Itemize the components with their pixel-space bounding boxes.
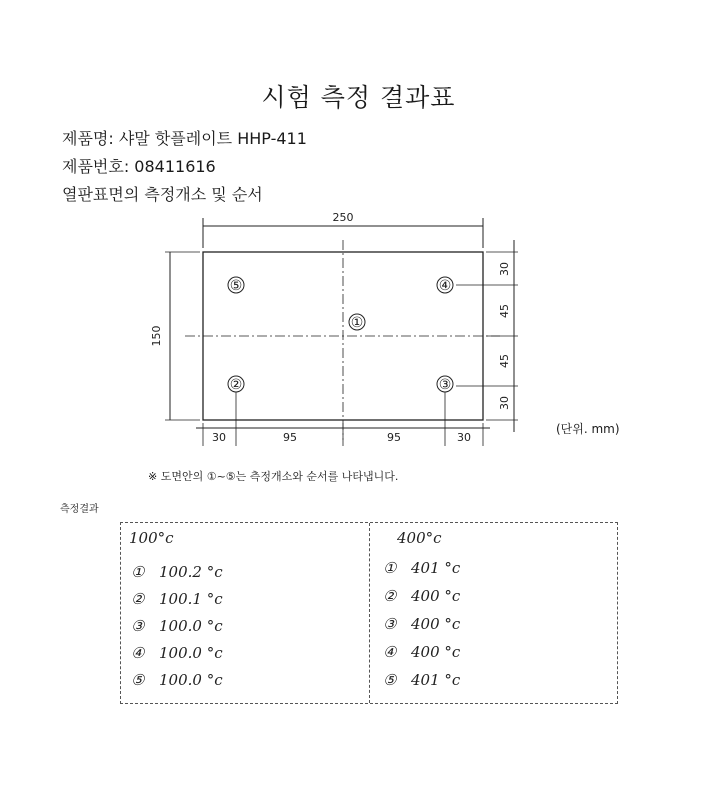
right-dim-2: 45 [498, 304, 511, 318]
right-dim-1: 30 [498, 262, 511, 276]
row-value: 100.0 °c [159, 644, 223, 662]
row-num: ③ [383, 615, 397, 633]
point-5-label: ⑤ [229, 278, 243, 294]
bottom-dim-4: 30 [457, 431, 471, 444]
row-num: ④ [383, 643, 397, 661]
row-value: 401 °c [411, 671, 461, 689]
product-number: 제품번호: 08411616 [62, 157, 216, 176]
table-row [383, 615, 460, 633]
right-dim-4: 30 [498, 396, 511, 410]
row-value: 401 °c [411, 559, 461, 577]
height-dim-label: 150 [150, 325, 163, 347]
table-row [383, 643, 460, 661]
width-dim-label: 250 [332, 211, 354, 224]
row-value: 400 °c [411, 587, 461, 605]
point-4-label: ④ [438, 278, 452, 294]
results-divider [369, 523, 370, 703]
section-heading: 열판표면의 측정개소 및 순서 [62, 185, 263, 204]
col-header-400: 400°c [397, 529, 442, 547]
table-row [131, 671, 223, 689]
row-value: 400 °c [411, 643, 461, 661]
row-value: 100.2 °c [159, 563, 223, 581]
table-row [131, 563, 223, 581]
bottom-dim-1: 30 [212, 431, 226, 444]
point-1-label: ① [350, 315, 364, 331]
right-dim-3: 45 [498, 354, 511, 368]
point-2-label: ② [229, 377, 243, 393]
table-row [383, 671, 460, 689]
row-num: ④ [131, 644, 145, 662]
bottom-dim-2: 95 [283, 431, 297, 444]
bottom-dim-3: 95 [387, 431, 401, 444]
point-3-label: ③ [438, 377, 452, 393]
row-num: ③ [131, 617, 145, 635]
table-row [131, 644, 223, 662]
row-num: ② [131, 590, 145, 608]
row-num: ⑤ [131, 671, 145, 689]
row-num: ⑤ [383, 671, 397, 689]
page-title: 시험 측정 결과표 [261, 83, 456, 112]
table-row [131, 590, 223, 608]
row-value: 100.0 °c [159, 617, 223, 635]
col-header-100: 100°c [129, 529, 174, 547]
row-value: 100.0 °c [159, 671, 223, 689]
note-text: ※ 도면안의 ①~⑤는 측정개소와 순서를 나타냅니다. [148, 470, 399, 483]
row-num: ① [383, 559, 397, 577]
row-value: 100.1 °c [159, 590, 223, 608]
table-row [131, 617, 223, 635]
results-label: 측정결과 [60, 504, 99, 515]
row-num: ② [383, 587, 397, 605]
unit-label: (단위. mm) [556, 422, 620, 436]
row-value: 400 °c [411, 615, 461, 633]
results-table [120, 522, 618, 704]
product-name: 제품명: 샤말 핫플레이트 HHP-411 [62, 129, 307, 148]
row-num: ① [131, 563, 145, 581]
table-row [383, 587, 460, 605]
table-row [383, 559, 460, 577]
